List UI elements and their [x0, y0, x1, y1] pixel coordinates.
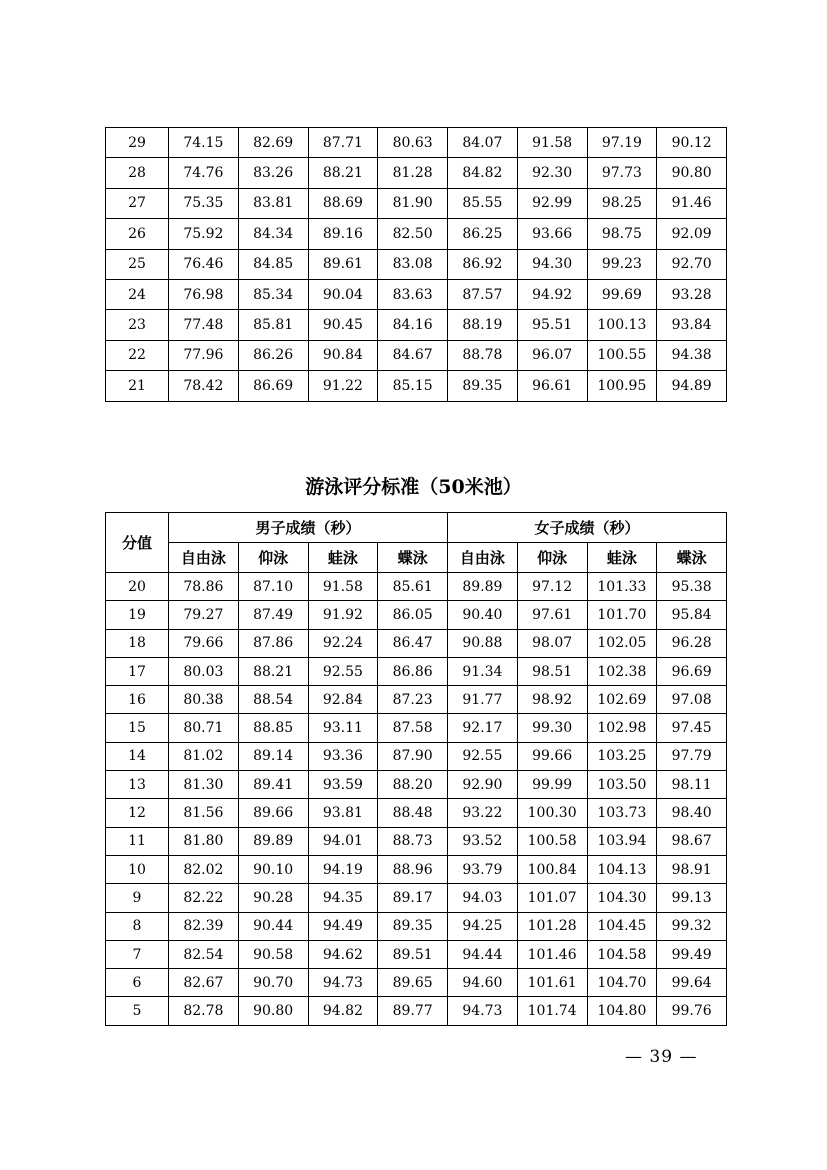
- time-cell: 102.69: [587, 686, 657, 714]
- score-cell: 26: [106, 219, 169, 249]
- table-row: [106, 601, 727, 629]
- table-row: [106, 742, 727, 770]
- table-row: [106, 629, 727, 657]
- time-cell: 93.22: [448, 799, 518, 827]
- time-cell: 82.50: [378, 219, 448, 249]
- time-cell: 94.73: [448, 997, 518, 1025]
- time-cell: 101.61: [517, 969, 587, 997]
- time-cell: 94.38: [657, 340, 727, 370]
- time-cell: 90.88: [448, 629, 518, 657]
- time-cell: 90.28: [238, 884, 308, 912]
- time-cell: 100.95: [587, 371, 657, 401]
- time-cell: 80.38: [169, 686, 239, 714]
- time-cell: 86.05: [378, 601, 448, 629]
- time-cell: 94.25: [448, 912, 518, 940]
- table-row: [106, 855, 727, 883]
- time-cell: 87.58: [378, 714, 448, 742]
- table-row: [106, 371, 727, 401]
- score-table-continued-body: [106, 128, 727, 402]
- time-cell: 99.69: [587, 279, 657, 309]
- time-cell: 102.98: [587, 714, 657, 742]
- time-cell: 82.69: [238, 128, 308, 158]
- time-cell: 82.54: [169, 940, 239, 968]
- time-cell: 79.27: [169, 601, 239, 629]
- time-cell: 95.51: [517, 310, 587, 340]
- score-table-continued: [105, 127, 727, 402]
- score-cell: 12: [106, 799, 169, 827]
- time-cell: 89.66: [238, 799, 308, 827]
- score-cell: 6: [106, 969, 169, 997]
- time-cell: 94.73: [308, 969, 378, 997]
- time-cell: 98.92: [517, 686, 587, 714]
- time-cell: 76.98: [169, 279, 239, 309]
- time-cell: 87.49: [238, 601, 308, 629]
- time-cell: 89.35: [378, 912, 448, 940]
- time-cell: 103.50: [587, 771, 657, 799]
- time-cell: 82.39: [169, 912, 239, 940]
- male-backstroke-header: 仰泳: [238, 543, 308, 573]
- time-cell: 92.30: [517, 158, 587, 188]
- swimming-score-table: [105, 512, 727, 1026]
- time-cell: 94.35: [308, 884, 378, 912]
- time-cell: 82.67: [169, 969, 239, 997]
- score-cell: 9: [106, 884, 169, 912]
- time-cell: 89.14: [238, 742, 308, 770]
- time-cell: 86.69: [238, 371, 308, 401]
- time-cell: 90.84: [308, 340, 378, 370]
- time-cell: 92.55: [308, 657, 378, 685]
- table-header: [106, 513, 727, 573]
- time-cell: 93.66: [517, 219, 587, 249]
- time-cell: 90.04: [308, 279, 378, 309]
- time-cell: 101.46: [517, 940, 587, 968]
- time-cell: 88.78: [448, 340, 518, 370]
- time-cell: 93.28: [657, 279, 727, 309]
- swimming-score-table-body: [106, 573, 727, 1026]
- score-cell: 25: [106, 249, 169, 279]
- time-cell: 94.19: [308, 855, 378, 883]
- time-cell: 104.58: [587, 940, 657, 968]
- time-cell: 95.38: [657, 573, 727, 601]
- time-cell: 104.70: [587, 969, 657, 997]
- time-cell: 103.94: [587, 827, 657, 855]
- time-cell: 81.80: [169, 827, 239, 855]
- score-cell: 27: [106, 188, 169, 218]
- score-cell: 20: [106, 573, 169, 601]
- time-cell: 93.79: [448, 855, 518, 883]
- time-cell: 99.66: [517, 742, 587, 770]
- time-cell: 80.71: [169, 714, 239, 742]
- time-cell: 94.44: [448, 940, 518, 968]
- score-cell: 17: [106, 657, 169, 685]
- time-cell: 85.81: [238, 310, 308, 340]
- time-cell: 90.12: [657, 128, 727, 158]
- time-cell: 88.69: [308, 188, 378, 218]
- time-cell: 91.58: [517, 128, 587, 158]
- time-cell: 90.44: [238, 912, 308, 940]
- time-cell: 96.07: [517, 340, 587, 370]
- time-cell: 89.17: [378, 884, 448, 912]
- time-cell: 100.58: [517, 827, 587, 855]
- time-cell: 93.81: [308, 799, 378, 827]
- time-cell: 98.51: [517, 657, 587, 685]
- time-cell: 88.96: [378, 855, 448, 883]
- table-row: [106, 573, 727, 601]
- table-row: [106, 657, 727, 685]
- time-cell: 86.92: [448, 249, 518, 279]
- time-cell: 92.24: [308, 629, 378, 657]
- time-cell: 92.70: [657, 249, 727, 279]
- time-cell: 87.10: [238, 573, 308, 601]
- table-row: [106, 940, 727, 968]
- female-breaststroke-header: 蛙泳: [587, 543, 657, 573]
- time-cell: 97.61: [517, 601, 587, 629]
- score-cell: 22: [106, 340, 169, 370]
- table-row: [106, 310, 727, 340]
- table-row: [106, 686, 727, 714]
- time-cell: 98.25: [587, 188, 657, 218]
- time-cell: 89.41: [238, 771, 308, 799]
- score-cell: 24: [106, 279, 169, 309]
- section-title: 游泳评分标准（50米池）: [305, 476, 522, 498]
- score-cell: 11: [106, 827, 169, 855]
- time-cell: 85.34: [238, 279, 308, 309]
- time-cell: 103.25: [587, 742, 657, 770]
- time-cell: 89.16: [308, 219, 378, 249]
- time-cell: 88.21: [308, 158, 378, 188]
- time-cell: 90.58: [238, 940, 308, 968]
- time-cell: 89.77: [378, 997, 448, 1025]
- time-cell: 92.17: [448, 714, 518, 742]
- time-cell: 87.71: [308, 128, 378, 158]
- time-cell: 94.60: [448, 969, 518, 997]
- score-cell: 7: [106, 940, 169, 968]
- time-cell: 98.40: [657, 799, 727, 827]
- time-cell: 88.48: [378, 799, 448, 827]
- time-cell: 86.86: [378, 657, 448, 685]
- time-cell: 87.57: [448, 279, 518, 309]
- table-row: [106, 799, 727, 827]
- time-cell: 99.30: [517, 714, 587, 742]
- time-cell: 89.35: [448, 371, 518, 401]
- time-cell: 81.28: [378, 158, 448, 188]
- male-breaststroke-header: 蛙泳: [308, 543, 378, 573]
- time-cell: 97.73: [587, 158, 657, 188]
- time-cell: 75.92: [169, 219, 239, 249]
- time-cell: 88.19: [448, 310, 518, 340]
- time-cell: 92.84: [308, 686, 378, 714]
- time-cell: 90.70: [238, 969, 308, 997]
- time-cell: 98.91: [657, 855, 727, 883]
- time-cell: 91.58: [308, 573, 378, 601]
- score-cell: 13: [106, 771, 169, 799]
- score-cell: 5: [106, 997, 169, 1025]
- score-cell: 19: [106, 601, 169, 629]
- time-cell: 94.03: [448, 884, 518, 912]
- time-cell: 80.03: [169, 657, 239, 685]
- time-cell: 96.69: [657, 657, 727, 685]
- female-freestyle-header: 自由泳: [448, 543, 518, 573]
- time-cell: 87.86: [238, 629, 308, 657]
- time-cell: 97.79: [657, 742, 727, 770]
- time-cell: 98.11: [657, 771, 727, 799]
- time-cell: 81.02: [169, 742, 239, 770]
- time-cell: 83.63: [378, 279, 448, 309]
- time-cell: 99.23: [587, 249, 657, 279]
- time-cell: 101.74: [517, 997, 587, 1025]
- time-cell: 94.49: [308, 912, 378, 940]
- time-cell: 78.42: [169, 371, 239, 401]
- score-cell: 14: [106, 742, 169, 770]
- time-cell: 86.25: [448, 219, 518, 249]
- table-row: [106, 771, 727, 799]
- time-cell: 76.46: [169, 249, 239, 279]
- time-cell: 86.47: [378, 629, 448, 657]
- time-cell: 91.46: [657, 188, 727, 218]
- page-number: — 39 —: [625, 1047, 698, 1067]
- time-cell: 88.73: [378, 827, 448, 855]
- time-cell: 88.21: [238, 657, 308, 685]
- time-cell: 100.84: [517, 855, 587, 883]
- time-cell: 81.56: [169, 799, 239, 827]
- time-cell: 94.30: [517, 249, 587, 279]
- time-cell: 82.02: [169, 855, 239, 883]
- time-cell: 100.13: [587, 310, 657, 340]
- score-column-header: 分值: [106, 513, 169, 573]
- time-cell: 85.61: [378, 573, 448, 601]
- time-cell: 101.28: [517, 912, 587, 940]
- male-butterfly-header: 蝶泳: [378, 543, 448, 573]
- time-cell: 89.51: [378, 940, 448, 968]
- table-row: [106, 219, 727, 249]
- female-butterfly-header: 蝶泳: [657, 543, 727, 573]
- score-cell: 29: [106, 128, 169, 158]
- table-row: [106, 279, 727, 309]
- time-cell: 84.34: [238, 219, 308, 249]
- time-cell: 102.38: [587, 657, 657, 685]
- female-backstroke-header: 仰泳: [517, 543, 587, 573]
- female-group-header: 女子成绩（秒）: [448, 513, 727, 543]
- score-cell: 21: [106, 371, 169, 401]
- time-cell: 93.36: [308, 742, 378, 770]
- table-row: [106, 912, 727, 940]
- time-cell: 84.85: [238, 249, 308, 279]
- time-cell: 88.54: [238, 686, 308, 714]
- table-row: [106, 158, 727, 188]
- time-cell: 101.70: [587, 601, 657, 629]
- time-cell: 83.26: [238, 158, 308, 188]
- time-cell: 102.05: [587, 629, 657, 657]
- time-cell: 89.89: [238, 827, 308, 855]
- time-cell: 98.67: [657, 827, 727, 855]
- time-cell: 90.10: [238, 855, 308, 883]
- time-cell: 100.55: [587, 340, 657, 370]
- time-cell: 89.89: [448, 573, 518, 601]
- male-group-header: 男子成绩（秒）: [169, 513, 448, 543]
- time-cell: 84.16: [378, 310, 448, 340]
- time-cell: 91.92: [308, 601, 378, 629]
- time-cell: 104.13: [587, 855, 657, 883]
- table-row: [106, 249, 727, 279]
- time-cell: 99.32: [657, 912, 727, 940]
- time-cell: 101.33: [587, 573, 657, 601]
- time-cell: 104.45: [587, 912, 657, 940]
- table-row: [106, 188, 727, 218]
- time-cell: 93.11: [308, 714, 378, 742]
- time-cell: 84.07: [448, 128, 518, 158]
- time-cell: 87.90: [378, 742, 448, 770]
- time-cell: 94.62: [308, 940, 378, 968]
- time-cell: 92.90: [448, 771, 518, 799]
- time-cell: 97.08: [657, 686, 727, 714]
- time-cell: 94.01: [308, 827, 378, 855]
- time-cell: 104.80: [587, 997, 657, 1025]
- time-cell: 97.12: [517, 573, 587, 601]
- time-cell: 83.81: [238, 188, 308, 218]
- time-cell: 84.67: [378, 340, 448, 370]
- time-cell: 99.99: [517, 771, 587, 799]
- time-cell: 93.84: [657, 310, 727, 340]
- time-cell: 85.55: [448, 188, 518, 218]
- time-cell: 93.59: [308, 771, 378, 799]
- score-cell: 15: [106, 714, 169, 742]
- time-cell: 99.49: [657, 940, 727, 968]
- score-cell: 8: [106, 912, 169, 940]
- table-row: [106, 969, 727, 997]
- time-cell: 94.82: [308, 997, 378, 1025]
- time-cell: 84.82: [448, 158, 518, 188]
- time-cell: 80.63: [378, 128, 448, 158]
- time-cell: 90.45: [308, 310, 378, 340]
- time-cell: 92.55: [448, 742, 518, 770]
- score-cell: 28: [106, 158, 169, 188]
- time-cell: 82.22: [169, 884, 239, 912]
- time-cell: 96.28: [657, 629, 727, 657]
- time-cell: 83.08: [378, 249, 448, 279]
- time-cell: 85.15: [378, 371, 448, 401]
- time-cell: 90.40: [448, 601, 518, 629]
- time-cell: 78.86: [169, 573, 239, 601]
- time-cell: 92.09: [657, 219, 727, 249]
- time-cell: 97.45: [657, 714, 727, 742]
- time-cell: 91.34: [448, 657, 518, 685]
- time-cell: 94.92: [517, 279, 587, 309]
- time-cell: 99.13: [657, 884, 727, 912]
- time-cell: 89.61: [308, 249, 378, 279]
- time-cell: 91.77: [448, 686, 518, 714]
- time-cell: 89.65: [378, 969, 448, 997]
- time-cell: 103.73: [587, 799, 657, 827]
- time-cell: 104.30: [587, 884, 657, 912]
- table-row: [106, 714, 727, 742]
- time-cell: 88.85: [238, 714, 308, 742]
- time-cell: 91.22: [308, 371, 378, 401]
- time-cell: 98.07: [517, 629, 587, 657]
- time-cell: 87.23: [378, 686, 448, 714]
- table-row: [106, 340, 727, 370]
- time-cell: 93.52: [448, 827, 518, 855]
- time-cell: 99.64: [657, 969, 727, 997]
- score-cell: 16: [106, 686, 169, 714]
- time-cell: 77.96: [169, 340, 239, 370]
- time-cell: 74.76: [169, 158, 239, 188]
- time-cell: 86.26: [238, 340, 308, 370]
- score-cell: 18: [106, 629, 169, 657]
- time-cell: 94.89: [657, 371, 727, 401]
- time-cell: 90.80: [238, 997, 308, 1025]
- time-cell: 81.90: [378, 188, 448, 218]
- table-row: [106, 884, 727, 912]
- table-row: [106, 827, 727, 855]
- time-cell: 92.99: [517, 188, 587, 218]
- time-cell: 99.76: [657, 997, 727, 1025]
- time-cell: 98.75: [587, 219, 657, 249]
- time-cell: 101.07: [517, 884, 587, 912]
- time-cell: 95.84: [657, 601, 727, 629]
- time-cell: 82.78: [169, 997, 239, 1025]
- time-cell: 81.30: [169, 771, 239, 799]
- time-cell: 75.35: [169, 188, 239, 218]
- score-cell: 23: [106, 310, 169, 340]
- time-cell: 74.15: [169, 128, 239, 158]
- time-cell: 90.80: [657, 158, 727, 188]
- time-cell: 100.30: [517, 799, 587, 827]
- table-row: [106, 128, 727, 158]
- table-row: [106, 997, 727, 1025]
- score-cell: 10: [106, 855, 169, 883]
- time-cell: 97.19: [587, 128, 657, 158]
- time-cell: 96.61: [517, 371, 587, 401]
- time-cell: 77.48: [169, 310, 239, 340]
- time-cell: 88.20: [378, 771, 448, 799]
- male-freestyle-header: 自由泳: [169, 543, 239, 573]
- time-cell: 79.66: [169, 629, 239, 657]
